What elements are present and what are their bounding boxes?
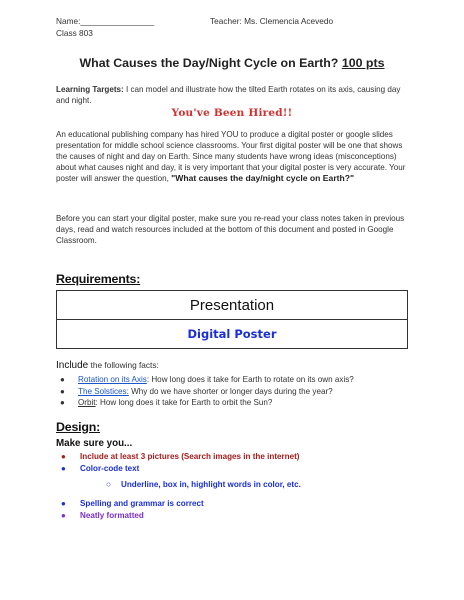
bullet-icon: ● xyxy=(61,464,66,473)
design-sublist xyxy=(56,479,416,491)
circle-bullet-icon: ○ xyxy=(106,480,111,489)
learning-targets-text: I can model and illustrate how the tilted Earth rotates on its axis, causing day and night. xyxy=(56,85,401,105)
fact-text: Why do we have shorter or longer days during the year? xyxy=(128,386,333,396)
include-lead: Include xyxy=(56,360,89,371)
title-points: 100 pts xyxy=(341,56,385,70)
fact-text: : How long does it take for Earth to rotate on its own axis? xyxy=(146,375,354,384)
list-item xyxy=(56,374,416,386)
page-title xyxy=(0,56,464,70)
requirement-presentation: Presentation xyxy=(57,291,408,320)
list-item xyxy=(56,451,416,463)
list-item xyxy=(56,386,416,398)
class-number: Class 803 xyxy=(56,28,93,38)
intro-question: "What causes the day/night cycle on Earth?" xyxy=(171,173,355,183)
fact-text: : How long does it take for Earth to orbit the Sun? xyxy=(95,398,273,407)
design-item-text: Spelling and grammar is correct xyxy=(80,499,204,508)
requirements-table xyxy=(56,290,408,349)
student-name-field: Name:________________ xyxy=(56,16,155,26)
orbit-link[interactable]: Orbit xyxy=(78,398,96,407)
bullet-icon: ● xyxy=(60,386,65,396)
make-sure-label: Make sure you... xyxy=(56,438,133,449)
design-item-text: Include at least 3 pictures (Search images in the internet) xyxy=(80,452,300,461)
bullet-icon: ● xyxy=(61,452,66,461)
list-item xyxy=(56,479,416,491)
rotation-link[interactable]: Rotation on its Axis xyxy=(78,375,147,384)
design-list xyxy=(56,451,416,475)
bullet-icon: ● xyxy=(60,375,65,384)
before-paragraph: Before you can start your digital poster, make sure you re-read your class notes taken in previous days, read and watch resources included at the bottom of this document and posted in Google Classroom. xyxy=(56,214,405,245)
design-item-text: Neatly formatted xyxy=(80,511,144,520)
requirements-heading: Requirements: xyxy=(56,272,141,286)
bullet-icon: ● xyxy=(61,511,66,520)
bullet-icon: ● xyxy=(60,398,65,407)
learning-targets xyxy=(56,84,410,106)
solstices-link[interactable]: The Solstices: xyxy=(78,386,129,396)
design-list-2 xyxy=(56,498,416,522)
facts-list xyxy=(56,374,416,409)
list-item xyxy=(56,463,416,475)
intro-paragraph xyxy=(56,129,410,184)
bullet-icon: ● xyxy=(61,499,66,508)
design-item-text: Underline, box in, highlight words in color, etc. xyxy=(121,480,301,489)
design-heading: Design: xyxy=(56,420,101,434)
learning-targets-label: Learning Targets: xyxy=(56,85,124,94)
hired-heading: You've Been Hired!! xyxy=(171,107,293,119)
intro-text: An educational publishing company has hired YOU to produce a digital poster or google slides presentation for middle school science classrooms. Your first digital poster will be one that shows the causes of night and day on Earth. Since many students have wrong ideas (misconceptions) about what causes night and day, it is very important that your digital poster is very accurate. Your poster will answer the question, xyxy=(56,130,406,183)
requirement-digital-poster: Digital Poster xyxy=(57,320,408,349)
title-main: What Causes the Day/Night Cycle on Earth? xyxy=(79,56,339,70)
list-item xyxy=(56,510,416,522)
include-rest: the following facts: xyxy=(88,360,159,370)
list-item xyxy=(56,498,416,510)
list-item xyxy=(56,397,416,409)
include-line xyxy=(56,360,159,371)
design-item-text: Color-code text xyxy=(80,464,140,473)
teacher-name: Teacher: Ms. Clemencia Acevedo xyxy=(210,16,334,26)
